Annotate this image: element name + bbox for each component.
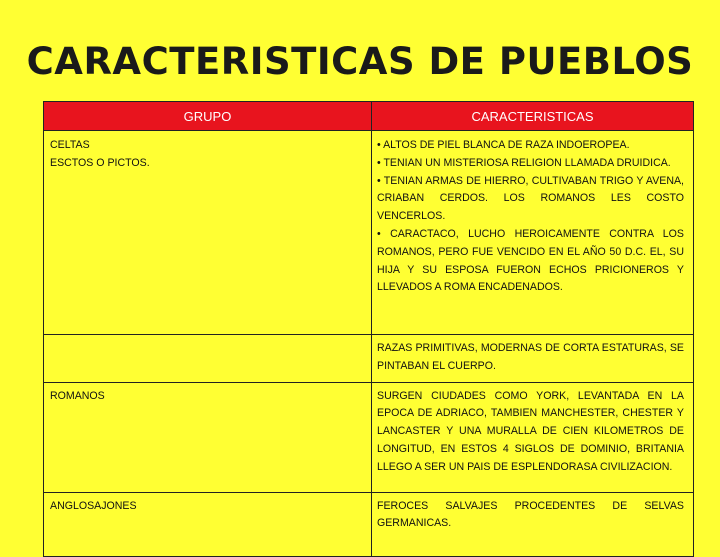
characteristic-item: RAZAS PRIMITIVAS, MODERNAS DE CORTA ESTATURAS, SE PINTABAN EL CUERPO. xyxy=(377,342,684,372)
group-cell xyxy=(44,131,372,335)
characteristic-item: • TENIAN ARMAS DE HIERRO, CULTIVABAN TRIGO Y AVENA, CRIABAN CERDOS. LOS ROMANOS LES COSTO VENCERLOS. xyxy=(377,174,684,223)
group-cell xyxy=(44,492,372,556)
characteristic-item: • TENIAN UN MISTERIOSA RELIGION LLAMADA DRUIDICA. xyxy=(377,156,671,169)
page-title: CARACTERISTICAS DE PUEBLOS xyxy=(26,40,694,83)
header-caracteristicas: CARACTERISTICAS xyxy=(372,102,694,131)
characteristics-cell xyxy=(372,335,694,383)
characteristic-item: • CARACTACO, LUCHO HEROICAMENTE CONTRA LOS ROMANOS, PERO FUE VENCIDO EN EL AÑO 50 D.C. EL, SU HIJA Y SU ESPOSA FUERON ECHOS PRICIONEROS Y LLEVADOS A ROMA ENCADENADOS. xyxy=(377,227,684,294)
header-grupo: GRUPO xyxy=(44,102,372,131)
table-row xyxy=(44,335,694,383)
characteristics-cell xyxy=(372,492,694,556)
group-cell xyxy=(44,382,372,492)
group-cell xyxy=(44,335,372,383)
peoples-table xyxy=(43,101,694,557)
group-line: CELTAS xyxy=(50,139,90,151)
characteristic-item: • ALTOS DE PIEL BLANCA DE RAZA INDOEROPEA. xyxy=(377,139,630,151)
group-line: ANGLOSAJONES xyxy=(50,499,137,512)
characteristic-item: SURGEN CIUDADES COMO YORK, LEVANTADA EN LA EPOCA DE ADRIACO, TAMBIEN MANCHESTER, CHESTER Y LANCASTER Y UNA MURALLA DE CIEN KILOMETROS DE LONGITUD, EN ESTOS 4 SIGLOS DE DOMINIO, BRITANIA LLEGO A SER UN PAIS DE ESPLENDORASA CIVILIZACION. xyxy=(377,389,684,473)
characteristic-item: FEROCES SALVAJES PROCEDENTES DE SELVAS GERMANICAS. xyxy=(377,499,684,530)
group-line: ROMANOS xyxy=(50,389,105,402)
table-row xyxy=(44,382,694,492)
table-row xyxy=(44,492,694,556)
characteristics-cell xyxy=(372,131,694,335)
table-header-row xyxy=(44,102,694,131)
table-row xyxy=(44,131,694,335)
group-line: ESCTOS O PICTOS. xyxy=(50,156,150,169)
characteristics-cell xyxy=(372,382,694,492)
